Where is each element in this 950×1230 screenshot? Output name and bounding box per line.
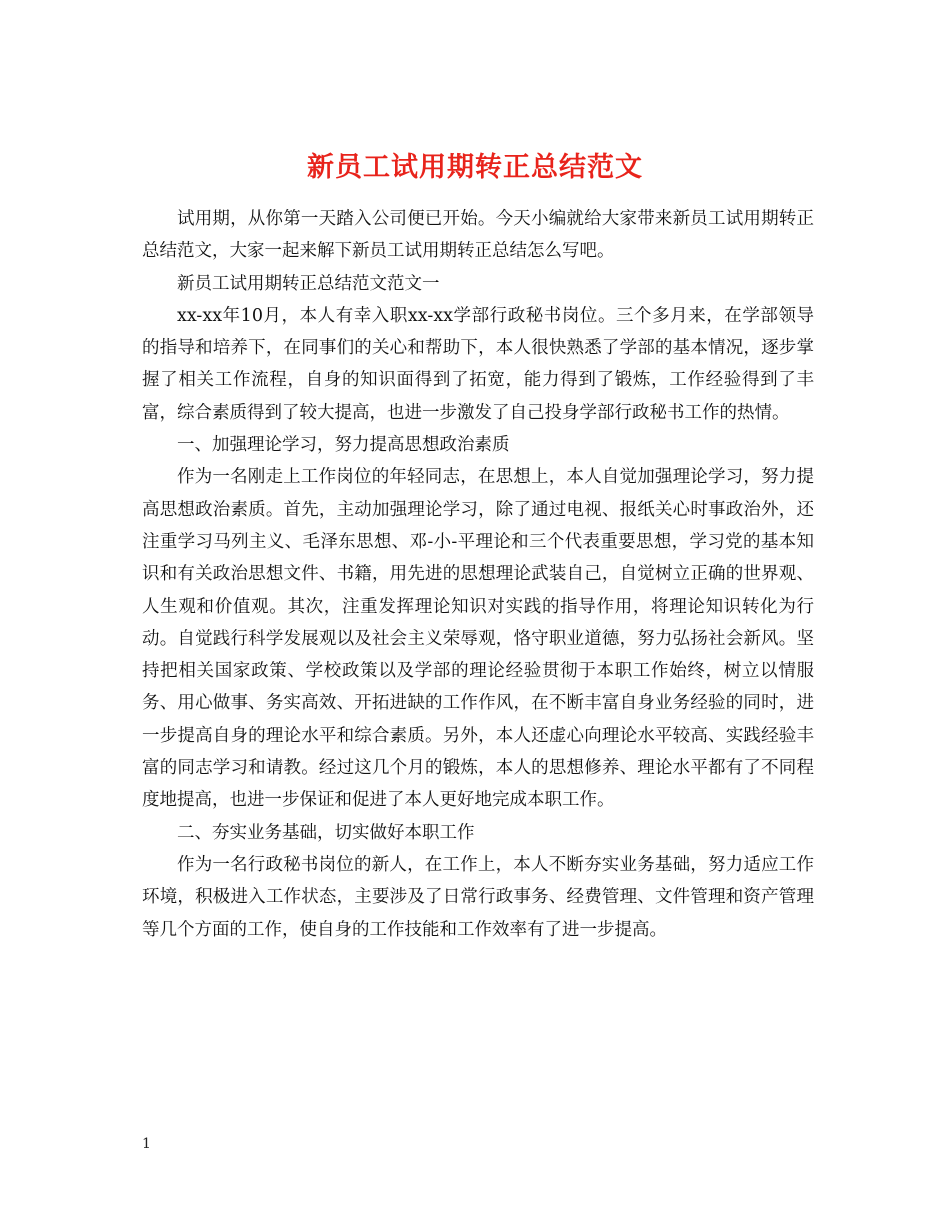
page-number: 1 xyxy=(142,1136,151,1152)
section-heading-business-foundation: 二、夯实业务基础，切实做好本职工作 xyxy=(177,822,475,843)
section-heading-sample-one: 新员工试用期转正总结范文范文一 xyxy=(177,273,440,294)
section-heading-theory-study: 一、加强理论学习，努力提高思想政治素质 xyxy=(177,435,510,456)
body-paragraph: xx-xx年10月，本人有幸入职xx-xx学部行政秘书岗位。三个多月来，在学部领导的指导和培养下，在同事们的关心和帮助下，本人很快熟悉了学部的基本情况，逐步掌握了相关工作流程，自身的知识面得到了拓宽，能力得到了锻炼，工作经验得到了丰富，综合素质得到了较大提高，也进一步激发了自己投身学部行政秘书工作的热情。 xyxy=(142,305,814,423)
document-title: 新员工试用期转正总结范文 xyxy=(307,152,643,184)
body-paragraph: 作为一名行政秘书岗位的新人，在工作上，本人不断夯实业务基础，努力适应工作环境，积极进入工作状态，主要涉及了日常行政事务、经费管理、文件管理和资产管理等几个方面的工作，使自身的工作技能和工作效率有了进一步提高。 xyxy=(142,854,814,940)
document-body xyxy=(142,203,814,946)
intro-paragraph: 试用期，从你第一天踏入公司便已开始。今天小编就给大家带来新员工试用期转正总结范文，大家一起来解下新员工试用期转正总结怎么写吧。 xyxy=(142,209,814,262)
body-paragraph: 作为一名刚走上工作岗位的年轻同志，在思想上，本人自觉加强理论学习，努力提高思想政治素质。首先，主动加强理论学习，除了通过电视、报纸关心时事政治外，还注重学习马列主义、毛泽东思想、邓-小-平理论和三个代表重要思想，学习党的基本知识和有关政治思想文件、书籍，用先进的思想理论武装自己，自觉树立正确的世界观、人生观和价值观。其次，注重发挥理论知识对实践的指导作用，将理论知识转化为行动。自觉践行科学发展观以及社会主义荣辱观，恪守职业道德，努力弘扬社会新风。坚持把相关国家政策、学校政策以及学部的理论经验贯彻于本职工作始终，树立以情服务、用心做事、务实高效、开拓进缺的工作作风，在不断丰富自身业务经验的同时，进一步提高自身的理论水平和综合素质。另外，本人还虚心向理论水平较高、实践经验丰富的同志学习和请教。经过这几个月的锻炼，本人的思想修养、理论水平都有了不同程度地提高，也进一步保证和促进了本人更好地完成本职工作。 xyxy=(142,467,814,811)
